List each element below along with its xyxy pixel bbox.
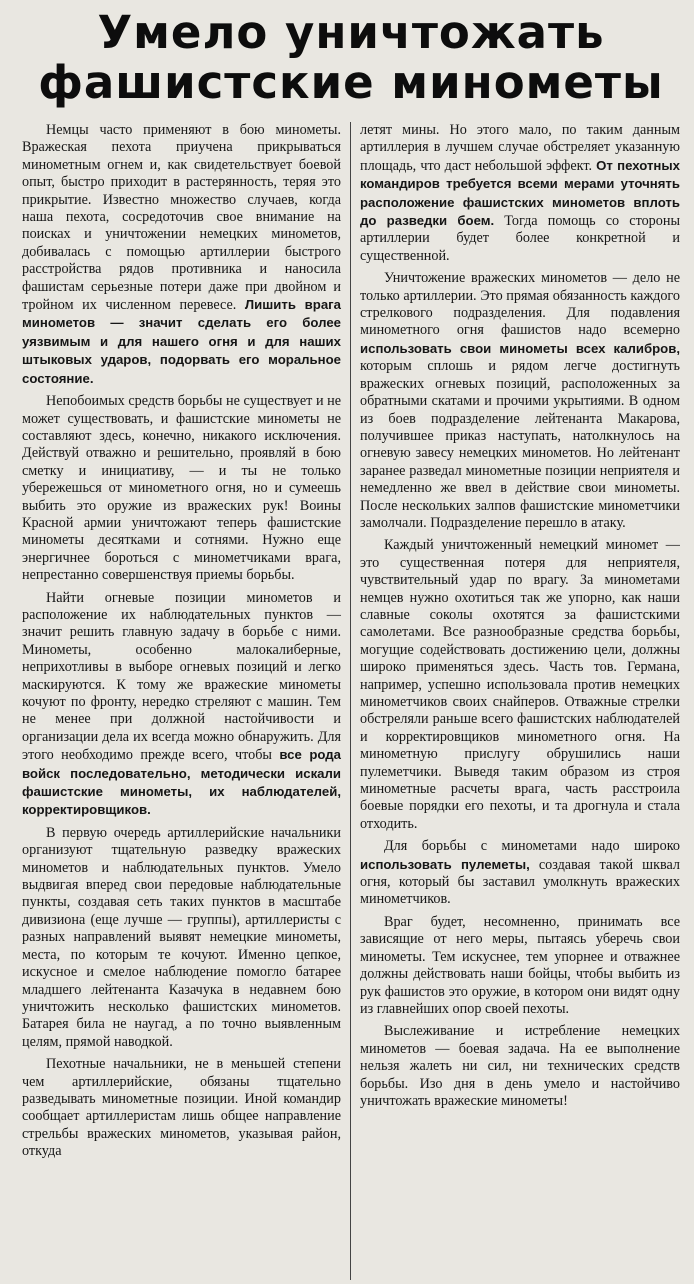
body-text: Пехотные начальники, не в меньшей степени чем артиллерийские, обязаны тщательно разведывать минометные позиции. Иной командир сообщает артиллеристам лишь общее направление стрельбы вражеских минометов, указывая район, откуда bbox=[22, 1056, 341, 1160]
right-paragraph bbox=[360, 914, 680, 1018]
body-text: которым сплошь и рядом легче достигнуть вражеских огневых позиций, расположенных за обратными скатами и прочими укрытиями. В одном из боев подразделение лейтенанта Макарова, получившее приказ наступать, натолкнулось на огневую завесу немецких минометов. Но лейтенант заранее разведал минометные позиции неприятеля и немедленно же ввел в действие свои минометы. После нескольких залпов фашистские минометчики замолчали. Подразделение перешло в атаку. bbox=[360, 358, 680, 531]
bold-text: Лишить врага минометов — значит сделать его более уязвимым и для нашего огня и для наших штыковых ударов, подорвать его моральное состояние. bbox=[22, 297, 341, 386]
bold-text: От пехотных командиров требуется всеми мерами уточнять расположение фашистских минометов вплоть до разведки боем. bbox=[360, 157, 680, 229]
left-paragraph bbox=[22, 825, 341, 1051]
headline-line-1: Умело уничтожать bbox=[97, 6, 605, 59]
body-text: В первую очередь артиллерийские начальники организуют тщательную разведку вражеских минометов и наблюдательных пунктов. Умело выдвигая вперед свои передовые наблюдательные пункты, создавая сеть таких пунктов в масштабе дивизиона (еще лучше — группы), артиллеристы с разных направлений выявят немецкие минометы, места, по которым те кочуют. Именно цепкое, искусное и смелое наблюдение помогло батарее младшего лейтенанта Казачука в недавнем бою уничтожить несколько фашистских минометов. Батарея била не наугад, а по точно выявленным целям, прямой наводкой. bbox=[22, 824, 341, 1050]
body-text: летят мины. Но этого мало, по таким данным артиллерия в лучшем случае обстреляет указанную площадь, что даст небольшой эффект. bbox=[360, 122, 680, 174]
body-text: Немцы часто применяют в бою минометы. Вражеская пехота приучена прикрываться минометным огнем и, как свидетельствует боевой опыт, быстро приходит в растерянность, теряя это прикрытие. Известно множество случаев, когда наша пехота, сосредоточив свое внимание на поисках и уничтожении немецких минометов, добивалась с помощью артиллерии быстрого расстройства рядов противника и наносила фашистам серьезные потери даже при двойном и тройном их численном перевесе. bbox=[22, 122, 341, 314]
body-text: создавая такой шквал огня, который бы заставил умолкнуть вражеских минометчиков. bbox=[360, 856, 680, 908]
body-text: Враг будет, несомненно, принимать все зависящие от него меры, пытаясь уберечь свои минометы. Тем искуснее, тем упорнее и отважнее должны действовать наши бойцы, чтобы выбить из рук фашистов это оружие, в котором они видят одну из главнейших опор своей пехоты. bbox=[360, 913, 680, 1017]
body-text: Непобоимых средств борьбы не существует и не может существовать, и фашистские минометы не составляют здесь, конечно, никакого исключения. Действуй отважно и решительно, проявляй в бою сметку и инициативу, — и ты не только убережешься от минометного огня, но и сумеешь выбить это оружие из вражеских рук! Воины Красной армии уничтожают теперь фашистские минометы десятками и сотнями. Нужно еще энергичнее бороться с минометчиками врага, непрестанно совершенствуя приемы борьбы. bbox=[22, 393, 341, 584]
bold-text: использовать пулеметы, bbox=[360, 856, 530, 872]
headline-line-2: фашистские минометы bbox=[38, 56, 664, 109]
right-column bbox=[351, 122, 680, 1280]
right-paragraph bbox=[360, 537, 680, 833]
left-paragraph bbox=[22, 590, 341, 820]
right-paragraph bbox=[360, 270, 680, 532]
left-column bbox=[22, 122, 351, 1280]
body-text: Выслеживание и истребление немецких минометов — боевая задача. На ее выполнение нельзя жалеть ни сил, ни технических средств борьбы. Изо дня в день умело и настойчиво уничтожать вражеские минометы! bbox=[360, 1023, 680, 1109]
right-paragraph bbox=[360, 122, 680, 265]
body-text: Уничтожение вражеских минометов — дело не только артиллерии. Это прямая обязанность каждого стрелкового подразделения. Для подавления минометного огня фашистов надо всемерно bbox=[360, 270, 680, 339]
left-paragraph bbox=[22, 393, 341, 584]
body-text: Найти огневые позиции минометов и расположение их наблюдательных пунктов — значит решить главную задачу в борьбе с ними. Минометы, особенно малокалиберные, неприхотливы в выборе огневых позиций и легко маскируются. К тому же вражеские минометы кочуют по фронту, нередко стреляют с машин. Тем не менее при должной настойчивости и организации дела их всегда можно обнаружить. Для этого необходимо прежде всего, чтобы bbox=[22, 589, 341, 764]
bold-text: все рода войск последовательно, методически искали фашистские минометы, их наблюдателей, корректировщиков. bbox=[22, 747, 341, 818]
left-paragraph bbox=[22, 122, 341, 388]
right-paragraph bbox=[360, 838, 680, 909]
left-paragraph bbox=[22, 1056, 341, 1160]
body-text: Каждый уничтоженный немецкий миномет — это существенная потеря для неприятеля, чувствительный удар по врагу. За минометами немцев нужно охотиться так же упорно, как наши славные соколы охотятся за фашистскими самолетами. Все разнообразные средства борьбы, могущие содействовать достижению цели, должны широко применяться здесь. Часть тов. Германа, например, успешно использовала против немецких минометчиков своих снайперов. Отважные стрелки обстреляли раньше всего фашистских наблюдателей и корректировщиков минометного огня. На минометную прислугу обрушились наши пулеметчики. Выведя таким образом из строя минометные расчеты врага, часть расстроила боевые порядки его пехоты, и та дрогнула и стала отходить. bbox=[360, 537, 680, 832]
article-headline bbox=[22, 0, 680, 108]
body-text: Тогда помощь со стороны артиллерии будет более конкретной и существенной. bbox=[360, 213, 680, 264]
article-body bbox=[22, 122, 680, 1280]
bold-text: использовать свои минометы всех калибров, bbox=[360, 340, 680, 356]
body-text: Для борьбы с минометами надо широко bbox=[384, 838, 680, 855]
right-paragraph bbox=[360, 1023, 680, 1110]
